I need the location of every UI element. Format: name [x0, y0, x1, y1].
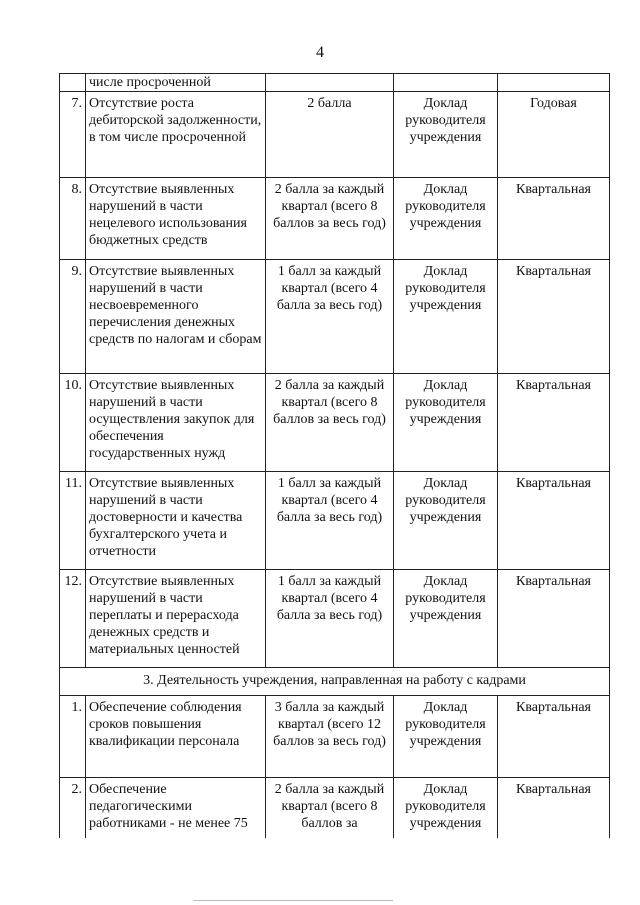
score-text: 2 балла за каждый квартал (всего 8 баллов за: [266, 778, 394, 839]
table-row-continuation: [60, 74, 610, 92]
row-number: 1.: [60, 696, 86, 778]
table-row: [60, 178, 610, 260]
criterion-text: Отсутствие выявленных нарушений в части нецелевого использования бюджетных средств: [86, 178, 266, 260]
table-row: [60, 472, 610, 570]
score-text: 1 балл за каждый квартал (всего 4 балла за весь год): [266, 472, 394, 570]
criterion-text: Обеспечение соблюдения сроков повышения квалификации персонала: [86, 696, 266, 778]
score-text: 2 балла за каждый квартал (всего 8 баллов за весь год): [266, 374, 394, 472]
source-text: Доклад руководителя учреждения: [394, 260, 498, 374]
criterion-text: Отсутствие роста дебиторской задолженности, в том числе просроченной: [86, 92, 266, 178]
period-text: Квартальная: [498, 178, 610, 260]
criterion-text: Отсутствие выявленных нарушений в части переплаты и перерасхода денежных средств и материальных ценностей: [86, 570, 266, 668]
criterion-text: числе просроченной: [86, 74, 266, 92]
score-text: 1 балл за каждый квартал (всего 4 балла за весь год): [266, 260, 394, 374]
row-number: [60, 74, 86, 92]
table-row: [60, 374, 610, 472]
table-row: [60, 696, 610, 778]
table-row: [60, 778, 610, 839]
period-text: Квартальная: [498, 374, 610, 472]
period-text: Квартальная: [498, 778, 610, 839]
criterion-text: Отсутствие выявленных нарушений в части достоверности и качества бухгалтерского учета и отчетности: [86, 472, 266, 570]
source-text: Доклад руководителя учреждения: [394, 374, 498, 472]
row-number: 7.: [60, 92, 86, 178]
criteria-table: [59, 73, 610, 838]
source-text: Доклад руководителя учреждения: [394, 570, 498, 668]
score-text: 1 балл за каждый квартал (всего 4 балла за весь год): [266, 570, 394, 668]
row-number: 12.: [60, 570, 86, 668]
criterion-text: Отсутствие выявленных нарушений в части несвоевременного перечисления денежных средств по налогам и сборам: [86, 260, 266, 374]
section-header-row: [60, 668, 610, 696]
row-number: 2.: [60, 778, 86, 839]
page-number: 4: [316, 44, 324, 61]
source-text: Доклад руководителя учреждения: [394, 472, 498, 570]
period-text: Годовая: [498, 92, 610, 178]
source-text: Доклад руководителя учреждения: [394, 778, 498, 839]
row-number: 8.: [60, 178, 86, 260]
table-row: [60, 260, 610, 374]
row-number: 10.: [60, 374, 86, 472]
score-text: 2 балла: [266, 92, 394, 178]
score-text: 3 балла за каждый квартал (всего 12 баллов за весь год): [266, 696, 394, 778]
score-text: 2 балла за каждый квартал (всего 8 баллов за весь год): [266, 178, 394, 260]
period-text: Квартальная: [498, 696, 610, 778]
section-title: 3. Деятельность учреждения, направленная на работу с кадрами: [60, 668, 610, 696]
scan-edge-line: [193, 900, 393, 901]
period-text: Квартальная: [498, 260, 610, 374]
criterion-text: Обеспечение педагогическими работниками - не менее 75: [86, 778, 266, 839]
row-number: 9.: [60, 260, 86, 374]
source-text: Доклад руководителя учреждения: [394, 92, 498, 178]
table-row: [60, 92, 610, 178]
criterion-text: Отсутствие выявленных нарушений в части осуществления закупок для обеспечения государственных нужд: [86, 374, 266, 472]
source-text: Доклад руководителя учреждения: [394, 178, 498, 260]
period-text: Квартальная: [498, 570, 610, 668]
period-text: Квартальная: [498, 472, 610, 570]
row-number: 11.: [60, 472, 86, 570]
table-row: [60, 570, 610, 668]
source-text: Доклад руководителя учреждения: [394, 696, 498, 778]
